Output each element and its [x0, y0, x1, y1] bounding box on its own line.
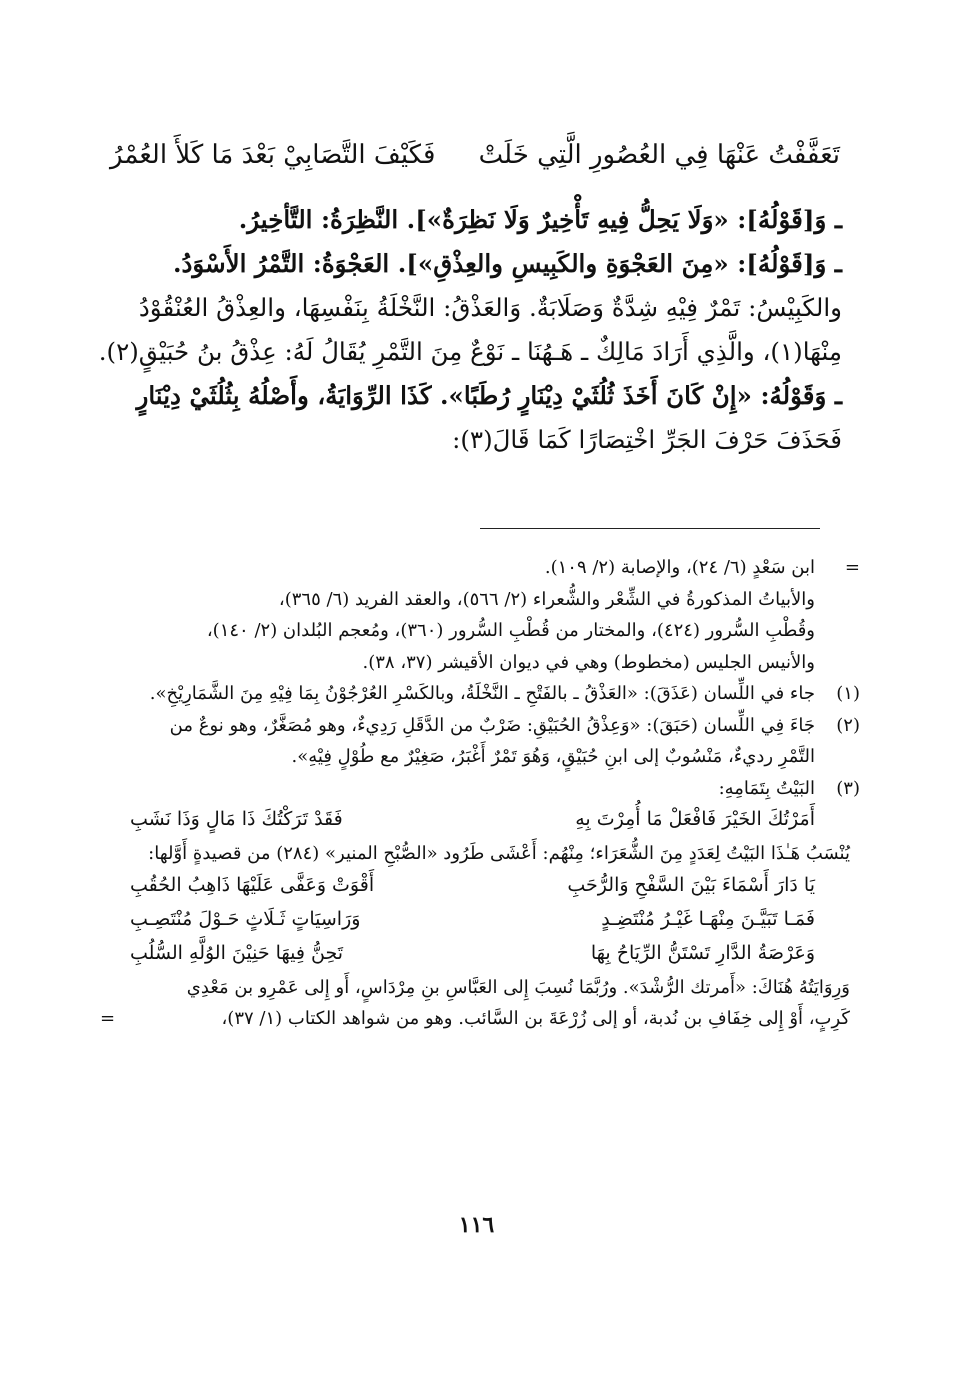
continuation-marker: = [100, 1008, 116, 1029]
footnote-2: (٢) جَاءَ فِي اللِّسان (حَبَقَ): «وَعِذْقُ الحُبَيْقِ: ضَرْبٌ من الدَّقَلِ رَدِيءٌ، وهو مُصَغَّرٌ، وهو نوعٌ من [100, 710, 860, 742]
verse-second-hemistich: فَكَيْفَ التَّصَابِيْ بَعْدَ مَا كَلأَ العُمْرُ [110, 140, 436, 170]
main-line: ـ وَقَوْلُهُ: «إِنْ كَانَ أَخَذَ ثُلُثَيْ دِيْنَارٍ رُطَبًا». كَذَا الرِّوَايَةُ، وأَصْلُهُ بِثُلُثَيْ دِيْنَارٍ [136, 381, 842, 410]
footnote-verse: أَمَرْتُكَ الخَيْرَ فَافْعَلْ مَا أُمِرْتَ بِهِ فَقَدْ تَرَكْتُكَ ذَا مَالٍ وَذَا نَشَبِ [130, 808, 815, 830]
main-text [98, 198, 842, 462]
main-line: ـ وَ[قَوْلُهُ]: «مِنَ العَجْوَةِ والكَبِيسِ والعِذْقِ»]. العَجْوَةُ: التَّمْرُ الأَسْوَدُ. [172, 249, 842, 278]
opening-verse [110, 140, 840, 190]
footnote-3-tail: وَرِوَايَتُهُ هُنَاكَ: «أَمرتك الرُّشْدَ». ورُبَّمَا نُسِبَ إِلى العَبَّاسِ بنِ مِرْدَاسٍ، أَو إِلى عَمْرِو بن مَعْدِي [186, 976, 850, 998]
main-line: فَحَذَفَ حَرْفَ الجَرِّ اخْتِصَارًا كَمَا قَالَ(٣): [452, 425, 842, 454]
footnotes [100, 552, 860, 1035]
main-line: مِنْهَا(١)، والَّذِي أَرَادَ مَالِكٌ ـ هَـهُنَا ـ نَوْعٌ مِنَ التَّمْرِ يُقَالُ لَهُ: عِذْقُ بنُ حُبَيْقٍ(٢). [98, 337, 842, 366]
continuation-marker: = [844, 557, 860, 578]
footnote-3-tail: كَرِبٍ، أَوْ إِلى خِفَافِ بن نُدبة، أو إلى زُرْعَةَ بن السَّائب. وهو من شواهد الكتاب (١/ ٣٧)، = [100, 1003, 860, 1035]
footnote-number: (٢) [836, 714, 860, 736]
footnote-3: (٣) البَيْتُ بِتَمَامِهِ: [100, 773, 860, 805]
footnote-continuation-line: = ابن سَعْدٍ (٦/ ٢٤)، والإصابة (٢/ ١٠٩). [100, 552, 860, 584]
footnote-number: (١) [836, 683, 860, 704]
main-line: والكَبِيْسُ: تَمْرٌ فِيْهِ شِدَّةٌ وَصَلَابَةٌ. وَالعَذْقُ: النَّخْلَةُ بِنَفْسِهَا، والعِذْقُ العُنْقُوْدُ [138, 293, 842, 322]
footnote-poem-line: يَا دَارَ أَسْمَاءَ بَيْنَ السَّفْحِ وَالرُّحَبِ أَقْوَتْ وَعَفَّى عَلَيْهَا ذَاهِبُ الحُقُبِ [130, 873, 815, 896]
footnote-poem-line: فَمَـا تَبَيَّـنَ مِنْهَـا غَيْـرُ مُنْتَضِـدٍ وَرَاسِيَاتٍ ثَـلَاثٍ حَـوْلَ مُنْتَصِـبِ [130, 907, 815, 930]
main-line: ـ وَ[قَوْلُهُ]: «وَلَا يَحِلُّ فِيهِ تَأْخِيرٌ وَلَا نَظِرَةٌ»]. النَّظِرَةُ: التَّأخِيرُ. [238, 205, 842, 234]
footnote-2-continued: التَّمْرِ رديءٌ، مَنْسُوبٌ إلى ابنِ حُبَيْقٍ، وَهُوَ تَمْرٌ أَغْبَرُ، صَغِيْرٌ مع طُوْلٍ فِيْهِ». [291, 746, 815, 767]
footnote-3-attribution: يُنْسَبُ هَـٰذَا البَيْتُ لِعَدَدٍ مِنَ الشُّعَرَاء؛ مِنْهُم: أَعْشَى طَرُود «الصُّبْحِ المنير» (٢٨٤) من قصيدةٍ أَوَّلها: [148, 843, 850, 864]
footnote-separator [480, 528, 820, 529]
verse-first-hemistich: تَعَفَّفْتُ عَنْهَا فِي العُصُورِ الَّتِي خَلَتْ [478, 140, 840, 170]
footnote-number: (٣) [836, 777, 860, 799]
page-number: ١١٦ [458, 1212, 495, 1238]
footnote-continuation-line: والأنيس الجليس (مخطوط) وهي في ديوان الأقيشر (٣٧، ٣٨). [362, 651, 815, 673]
footnote-continuation-line: وقُطْبِ السُّرور (٤٢٤)، والمختار من قُطْبِ السُّرور (٣٦٠)، ومُعجم البُلدان (٢/ ١٤٠)، [206, 620, 815, 641]
footnote-poem-line: وَعَرْصَةُ الدَّارِ تَسْتَنُّ الرِّيَاحُ بِهَا تَحِنُّ فِيهَا حَنِيْنَ الوُلَّهِ السُّلُبِ [130, 941, 815, 964]
footnote-1: (١) جاء في اللِّسان (عَذَقَ): «العَذْقُ ـ بالفَتْحِ ـ النَّخْلَةُ، وبالكَسْرِ العُرْجُوْنُ بِمَا فِيْهِ مِنَ الشَّمَارِيْخِ». [100, 678, 860, 710]
footnote-continuation-line: والأبياتُ المذكورةُ في الشِّعْر والشُّعراء (٢/ ٥٦٦)، والعقد الفريد (٦/ ٣٦٥)، [278, 588, 815, 610]
